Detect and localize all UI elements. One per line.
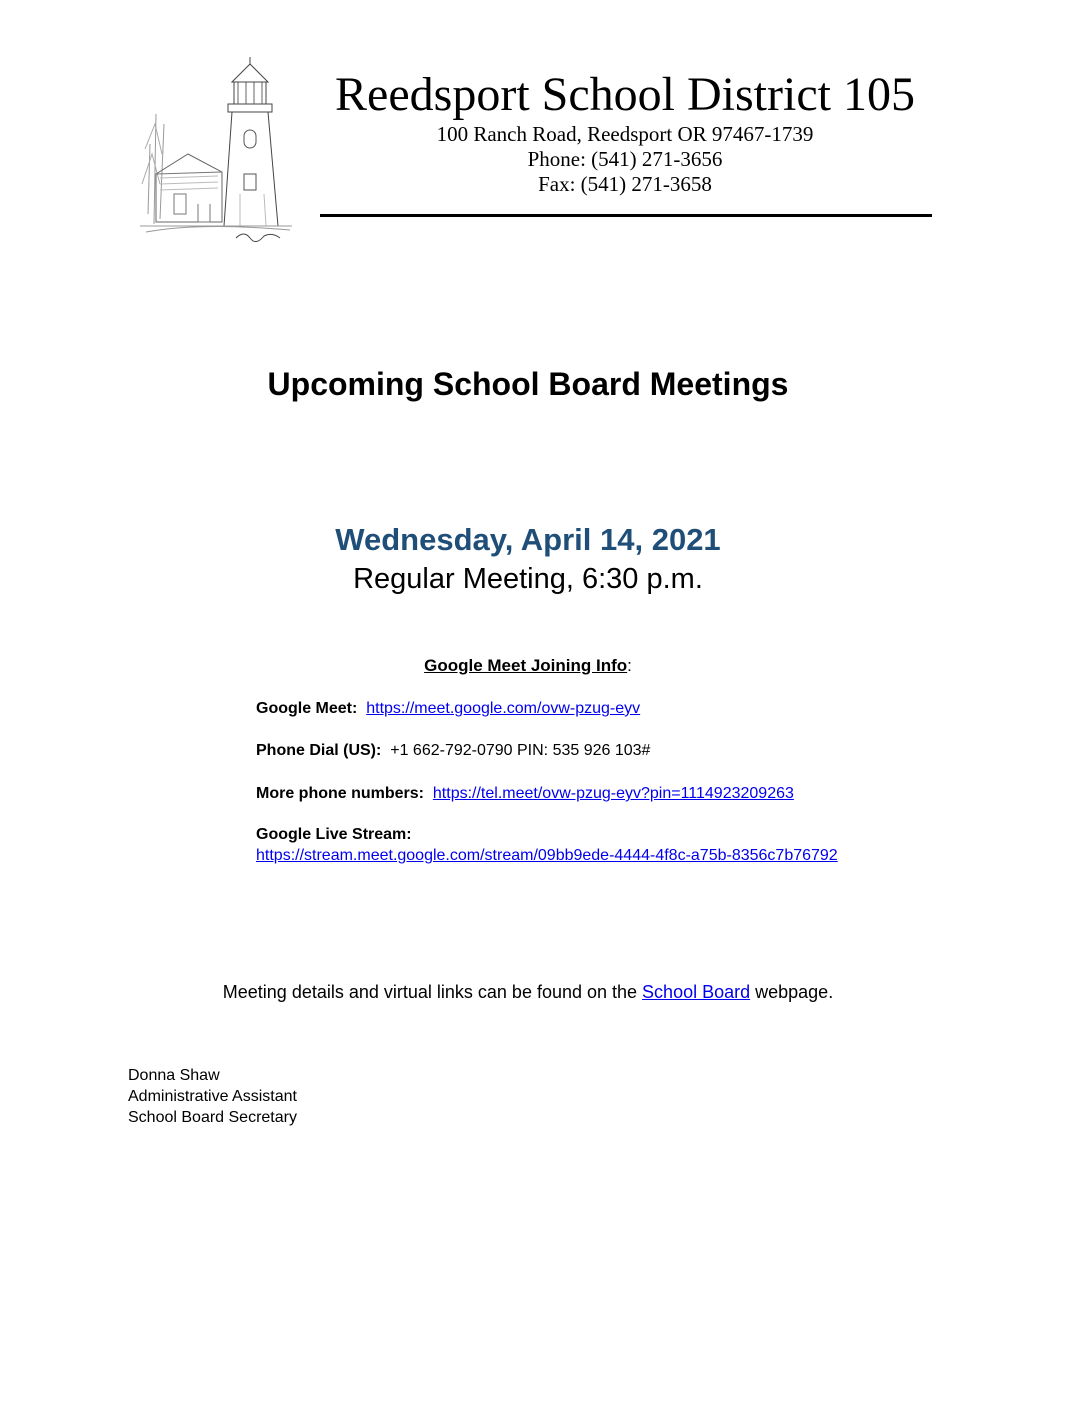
header-divider (320, 214, 932, 217)
signature-title-2: School Board Secretary (128, 1109, 297, 1126)
footer-note (0, 980, 1056, 1004)
meeting-type: Regular Meeting, 6:30 p.m. (353, 563, 703, 595)
footer-note-text-after: webpage. (750, 982, 834, 1002)
google-meet-link[interactable]: https://meet.google.com/ovw-pzug-eyv (366, 700, 641, 717)
more-phone-numbers-link[interactable]: https://tel.meet/ovw-pzug-eyv?pin=1114923209263 (432, 785, 794, 802)
footer-note-text-before: Meeting details and virtual links can be found on the (222, 982, 643, 1002)
page-title: Upcoming School Board Meetings (267, 366, 789, 402)
google-meet-label: Google Meet: (256, 700, 358, 717)
google-meet-row (256, 698, 640, 720)
meeting-date: Wednesday, April 14, 2021 (335, 522, 721, 557)
phone-dial-value: +1 662-792-0790 PIN: 535 926 103# (390, 742, 651, 759)
phone-dial-row (256, 740, 650, 762)
lighthouse-sketch-icon (140, 54, 292, 244)
district-name: Reedsport School District 105 (335, 68, 915, 121)
signature-title-1: Administrative Assistant (128, 1088, 297, 1105)
live-stream-link-row (256, 845, 838, 867)
signature-name: Donna Shaw (128, 1067, 220, 1084)
school-board-link[interactable]: School Board (642, 982, 751, 1002)
district-address: 100 Ranch Road, Reedsport OR 97467-1739 (436, 122, 814, 146)
phone-dial-label: Phone Dial (US): (256, 742, 382, 759)
more-phone-numbers-row (256, 783, 794, 805)
more-phone-numbers-label: More phone numbers: (256, 785, 425, 802)
live-stream-row (256, 824, 412, 846)
district-phone: Phone: (541) 271-3656 (527, 147, 723, 171)
live-stream-label: Google Live Stream: (256, 826, 412, 843)
district-fax: Fax: (541) 271-3658 (538, 172, 712, 196)
joining-info-heading-text: Google Meet Joining Info (424, 656, 628, 675)
joining-info-heading-colon: : (627, 656, 632, 675)
live-stream-link[interactable]: https://stream.meet.google.com/stream/09bb9ede-4444-4f8c-a75b-8356c7b76792 (256, 847, 838, 864)
joining-info-heading (0, 655, 1056, 677)
